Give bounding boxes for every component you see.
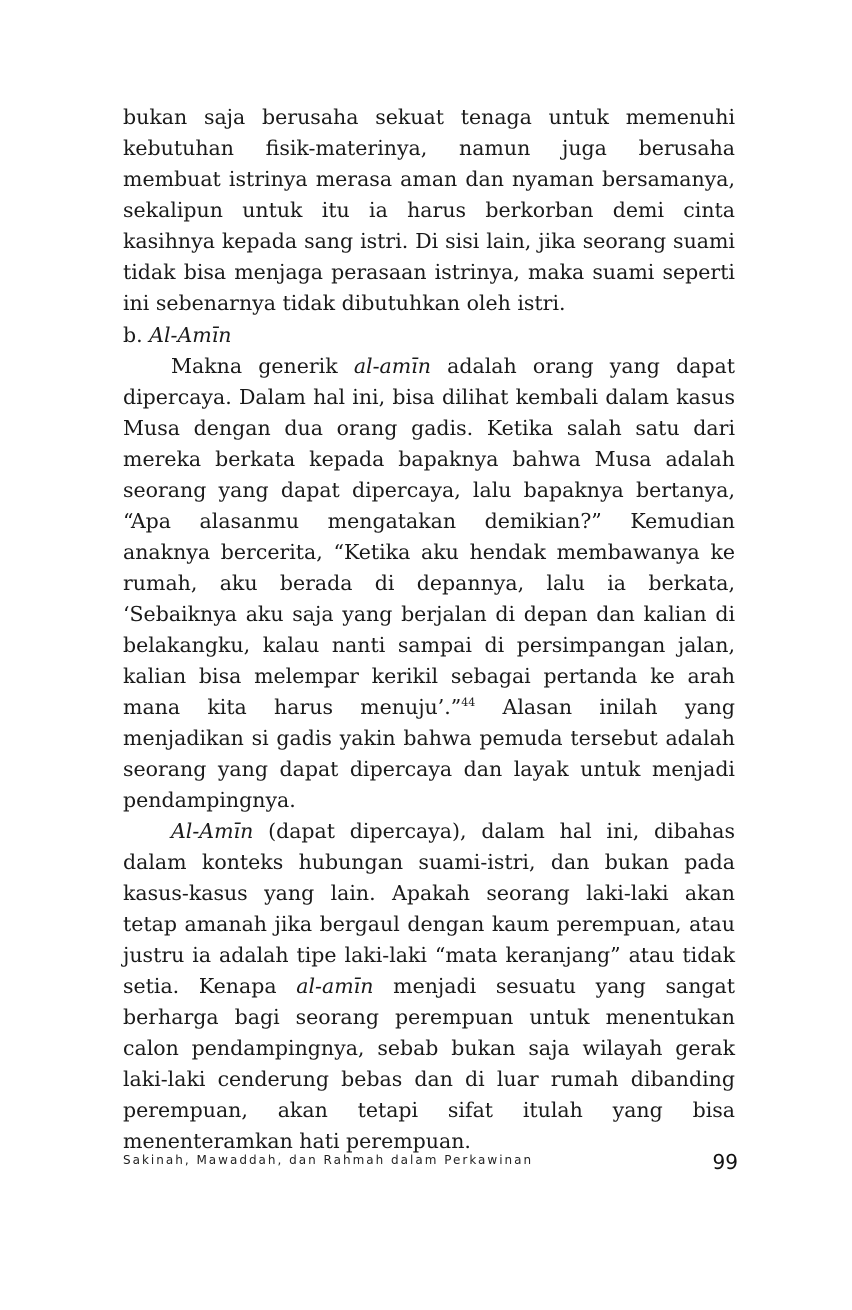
section-heading bbox=[123, 320, 735, 351]
page-number: 99 bbox=[712, 1150, 738, 1174]
section-title: Al-Amīn bbox=[149, 323, 232, 347]
paragraph-continuation: bukan saja berusaha sekuat tenaga untuk memenuhi kebutuhan fisik-materinya, namun juga berusaha membuat istrinya merasa aman dan nyaman bersamanya, sekalipun untuk itu ia harus berkorban demi cinta kasihnya kepada sang istri. Di sisi lain, jika seorang suami tidak bisa menjaga perasaan istrinya, maka suami seperti ini sebenarnya tidak dibutuhkan oleh istri. bbox=[123, 105, 735, 315]
paragraph-al-amin-context bbox=[123, 816, 735, 1157]
running-footer-title: Sakinah, Mawaddah, dan Rahmah dalam Perkawinan bbox=[123, 1153, 534, 1167]
section-body bbox=[123, 351, 735, 1157]
page-body bbox=[123, 102, 735, 319]
term-al-amin: al-amīn bbox=[353, 354, 431, 378]
paragraph-tail: Alasan inilah yang menjadikan si gadis yakin bahwa pemuda tersebut adalah seorang yang dapat dipercaya dan layak untuk menjadi pendampingnya. bbox=[123, 695, 735, 812]
paragraph-al-amin-meaning bbox=[123, 351, 735, 816]
paragraph-body: (dapat dipercaya), dalam hal ini, dibahas dalam konteks hubungan suami-istri, dan bukan pada kasus-kasus yang lain. Apakah seorang laki-laki akan tetap amanah jika bergaul dengan kaum perempuan, atau justru ia adalah tipe laki-laki “mata keranjang” atau tidak setia. Kenapa bbox=[123, 819, 735, 998]
paragraph-tail: menjadi sesuatu yang sangat berharga bagi seorang perempuan untuk menentukan calon pendampingnya, sebab bukan saja wilayah gerak laki-laki cenderung bebas dan di luar rumah dibanding perempuan, akan tetapi sifat itulah yang bisa menenteramkan hati perempuan. bbox=[123, 974, 735, 1153]
section-marker: b. bbox=[123, 323, 143, 347]
term-al-amin-inline: al-amīn bbox=[296, 974, 374, 998]
paragraph-lead: Makna generik bbox=[171, 354, 354, 378]
term-al-amin-capital: Al-Amīn bbox=[171, 819, 254, 843]
footnote-reference: 44 bbox=[461, 696, 476, 709]
paragraph-body: adalah orang yang dapat dipercaya. Dalam hal ini, bisa dilihat kembali dalam kasus Musa dengan dua orang gadis. Ketika salah satu dari mereka berkata kepada bapaknya bahwa Musa adalah seorang yang dapat dipercaya, lalu bapaknya bertanya, “Apa alasanmu mengatakan demikian?” Kemudian anaknya bercerita, “Ketika aku hendak membawanya ke rumah, aku berada di depannya, lalu ia berkata, ‘Sebaiknya aku saja yang berjalan di depan dan kalian di belakangku, kalau nanti sampai di persimpangan jalan, kalian bisa melempar kerikil sebagai pertanda ke arah mana kita harus menuju’.” bbox=[123, 354, 735, 719]
